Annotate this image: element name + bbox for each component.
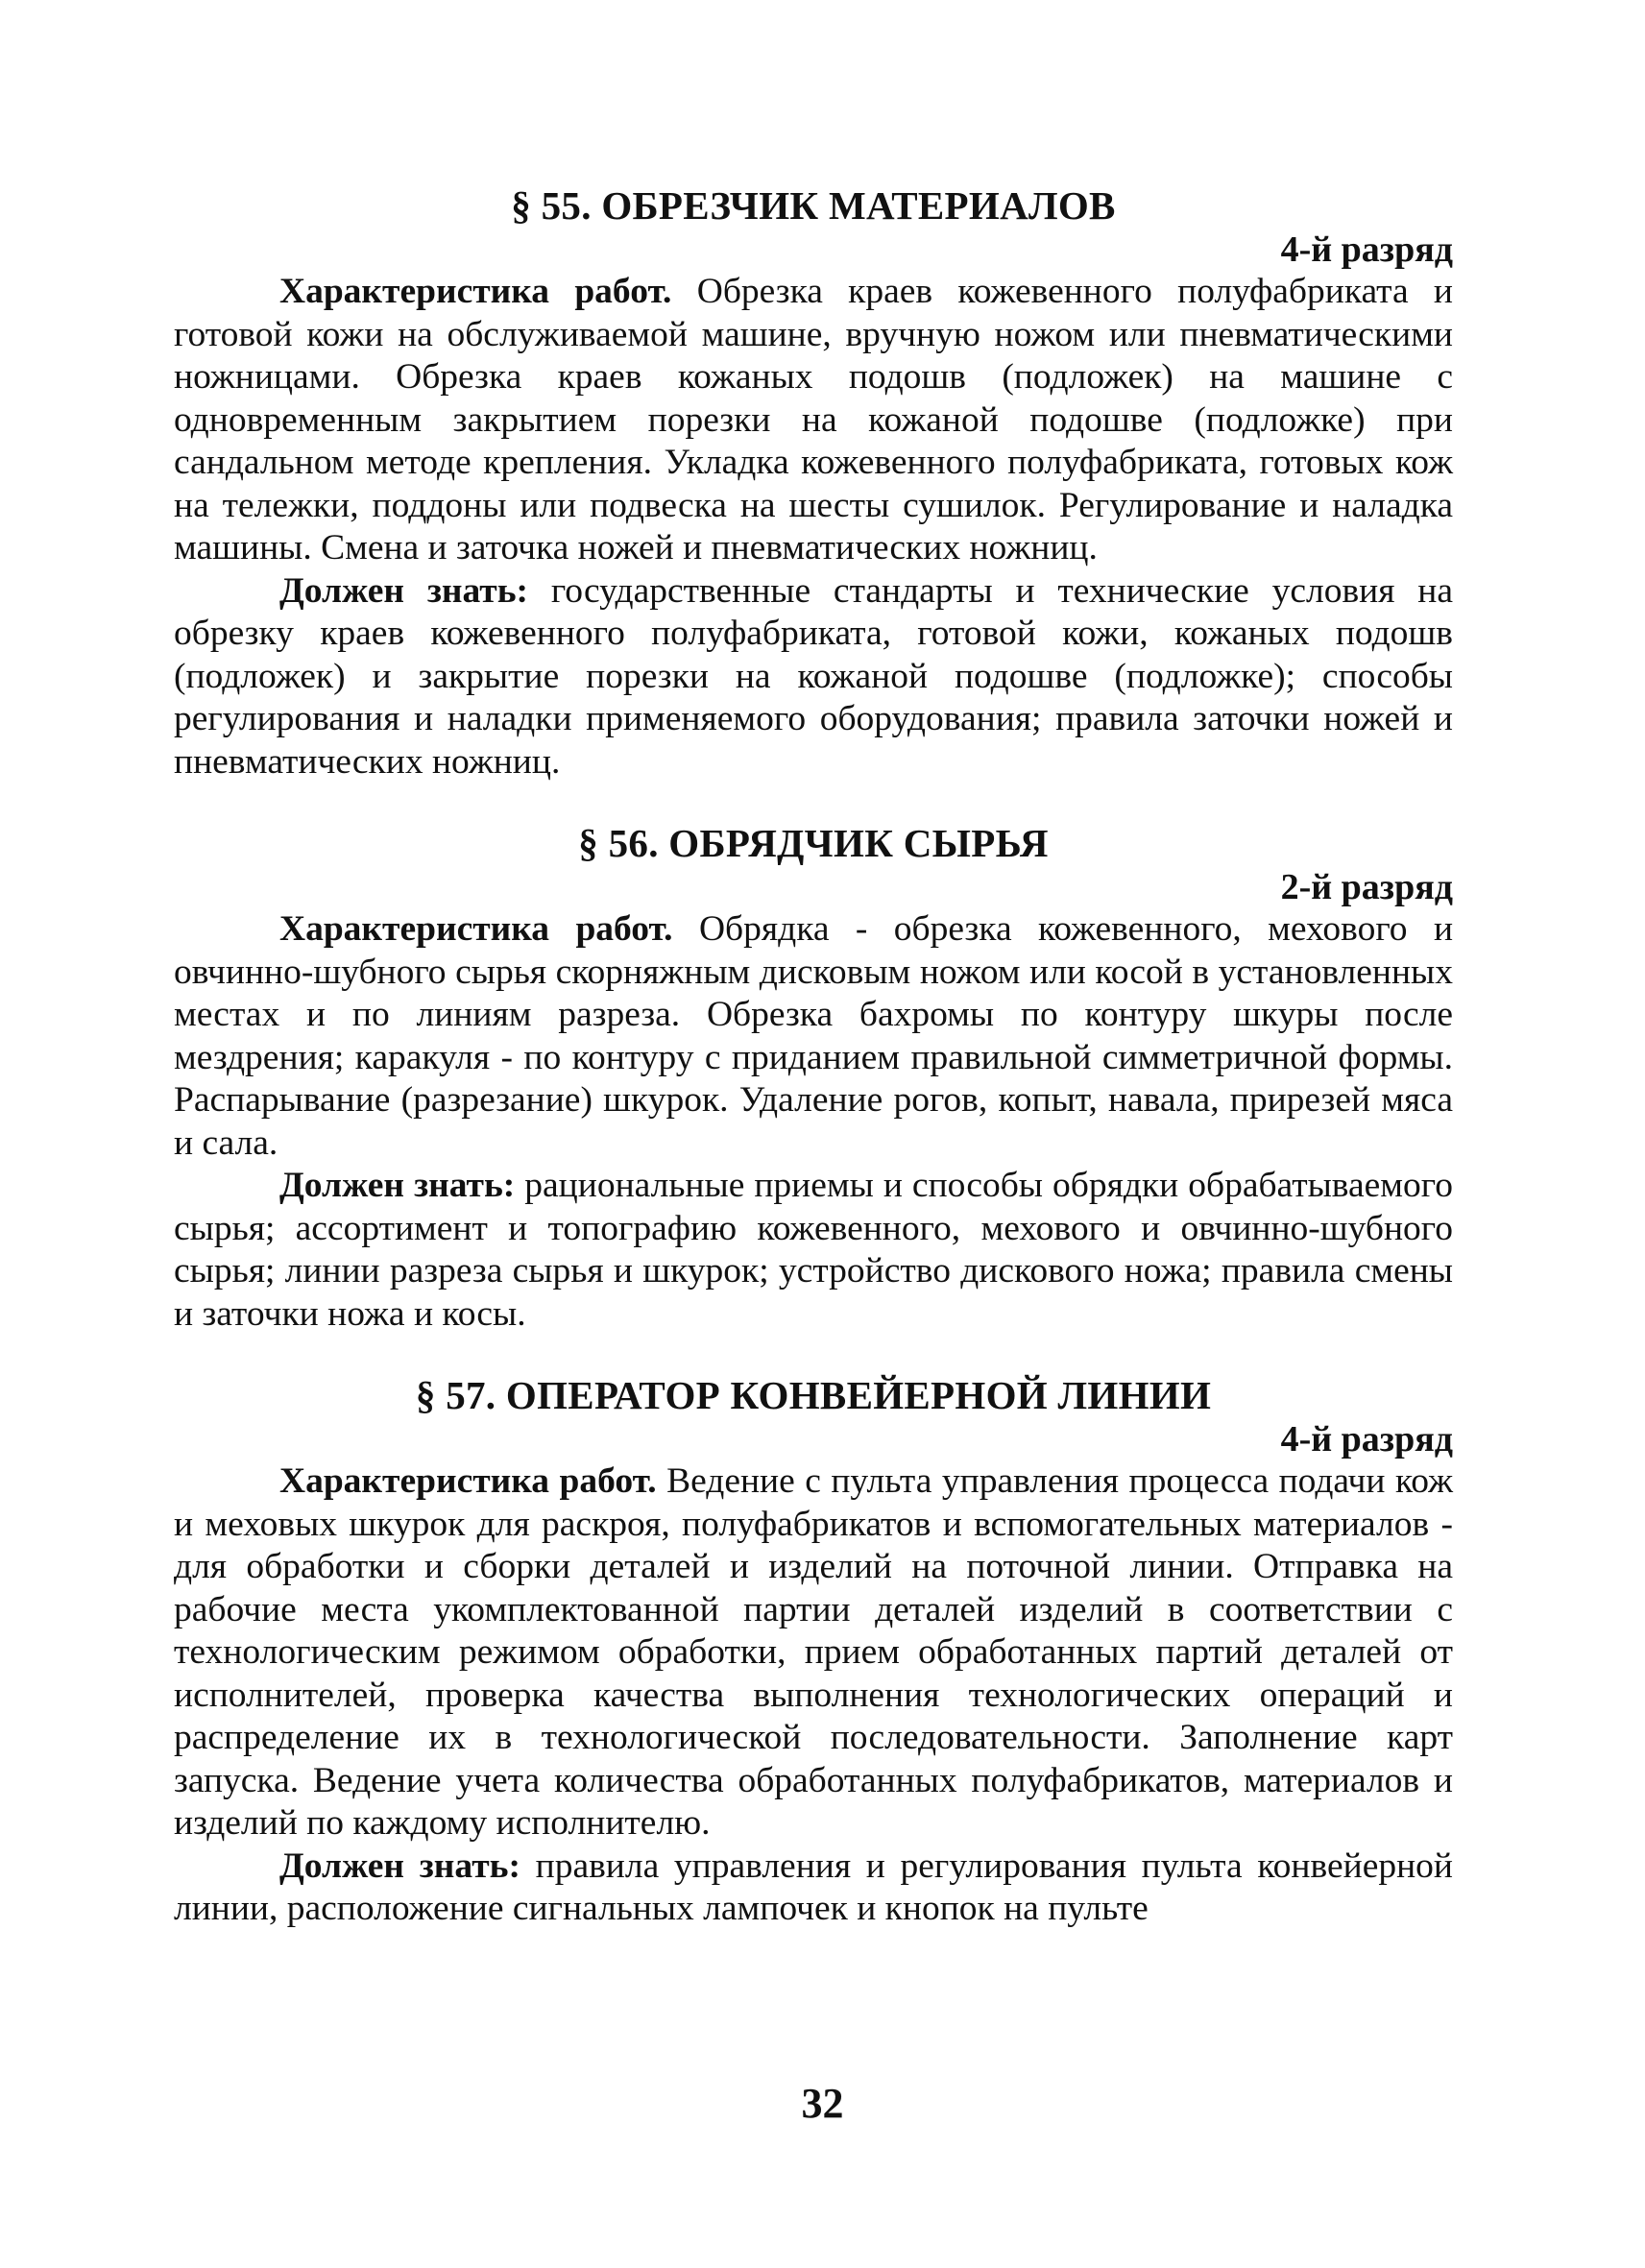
- must-know-text: государственные стандарты и технические условия на обрезку краев кожевенного полуфабриката, готовой кожи, кожаных подошв (подложек) и закрытие порезки на кожаной подошве (подложке); способы регулирования и наладки применяемого оборудования; правила заточки ножей и пневматических ножниц.: [174, 570, 1453, 782]
- work-characteristics-text: Обрядка - обрезка кожевенного, мехового и овчинно-шубного сырья скорняжным дисковым ножом или косой в установленных местах и по линиям разреза. Обрезка бахромы по контуру шкуры после мездрения; каракуля - по контуру с приданием правильной симметричной формы. Распарывание (разрезание) шкурок. Удаление рогов, копыт, навала, прирезей мяса и сала.: [174, 909, 1454, 1163]
- work-characteristics: [174, 908, 1453, 1165]
- work-characteristics-label: Характеристика работ.: [279, 909, 673, 949]
- work-characteristics-label: Характеристика работ.: [279, 1461, 657, 1501]
- section-title: § 56. ОБРЯДЧИК СЫРЬЯ: [578, 821, 1049, 865]
- grade-label: 2-й разряд: [1280, 867, 1453, 907]
- work-characteristics-text: Ведение с пульта управления процесса подачи кож и меховых шкурок для раскроя, полуфабрикатов и вспомогательных материалов - для обработки и сборки деталей и изделий на поточной линии. Отправка на рабочие места укомплектованной партии деталей изделий в соответствии с технологическим режимом обработки, прием обработанных партий деталей от исполнителей, проверка качества выполнения технологических операций и распределение их в технологической последовательности. Заполнение карт запуска. Ведение учета количества обработанных полуфабрикатов, материалов и изделий по каждому исполнителю.: [174, 1461, 1454, 1843]
- section-57: [174, 1372, 1453, 1931]
- page-body: [174, 182, 1453, 1931]
- must-know: [174, 570, 1453, 784]
- section-56: [174, 820, 1453, 1336]
- must-know-label: Должен знать:: [279, 1166, 516, 1205]
- section-title: § 55. ОБРЕЗЧИК МАТЕРИАЛОВ: [511, 183, 1116, 228]
- must-know-label: Должен знать:: [279, 570, 529, 611]
- must-know: [174, 1846, 1453, 1931]
- section-title: § 57. ОПЕРАТОР КОНВЕЙЕРНОЙ ЛИНИИ: [415, 1373, 1212, 1417]
- work-characteristics: [174, 271, 1453, 570]
- page-number: 32: [801, 2080, 844, 2127]
- grade-label: 4-й разряд: [1280, 1419, 1453, 1460]
- work-characteristics-label: Характеристика работ.: [279, 272, 672, 311]
- must-know-text: рациональные приемы и способы обрядки обрабатываемого сырья; ассортимент и топографию кожевенного, мехового и овчинно-шубного сырья; линии разреза сырья и шкурок; устройство дискового ножа; правила смены и заточки ножа и косы.: [174, 1166, 1453, 1334]
- grade-label: 4-й разряд: [1280, 229, 1453, 270]
- work-characteristics: [174, 1460, 1453, 1846]
- must-know-label: Должен знать:: [279, 1846, 520, 1886]
- must-know: [174, 1165, 1453, 1336]
- work-characteristics-text: Обрезка краев кожевенного полуфабриката и готовой кожи на обслуживаемой машине, вручную ножом или пневматическими ножницами. Обрезка краев кожаных подошв (подложек) на машине с одновременным закрытием порезки на кожаной подошве (подложке) при сандальном методе крепления. Укладка кожевенного полуфабриката, готовых кож на тележки, поддоны или подвеска на шесты сушилок. Регулирование и наладка машины. Смена и заточка ножей и пневматических ножниц.: [174, 272, 1454, 567]
- must-know-text: правила управления и регулирования пульта конвейерной линии, расположение сигнальных лампочек и кнопок на пульте: [174, 1846, 1453, 1928]
- section-55: [174, 182, 1453, 784]
